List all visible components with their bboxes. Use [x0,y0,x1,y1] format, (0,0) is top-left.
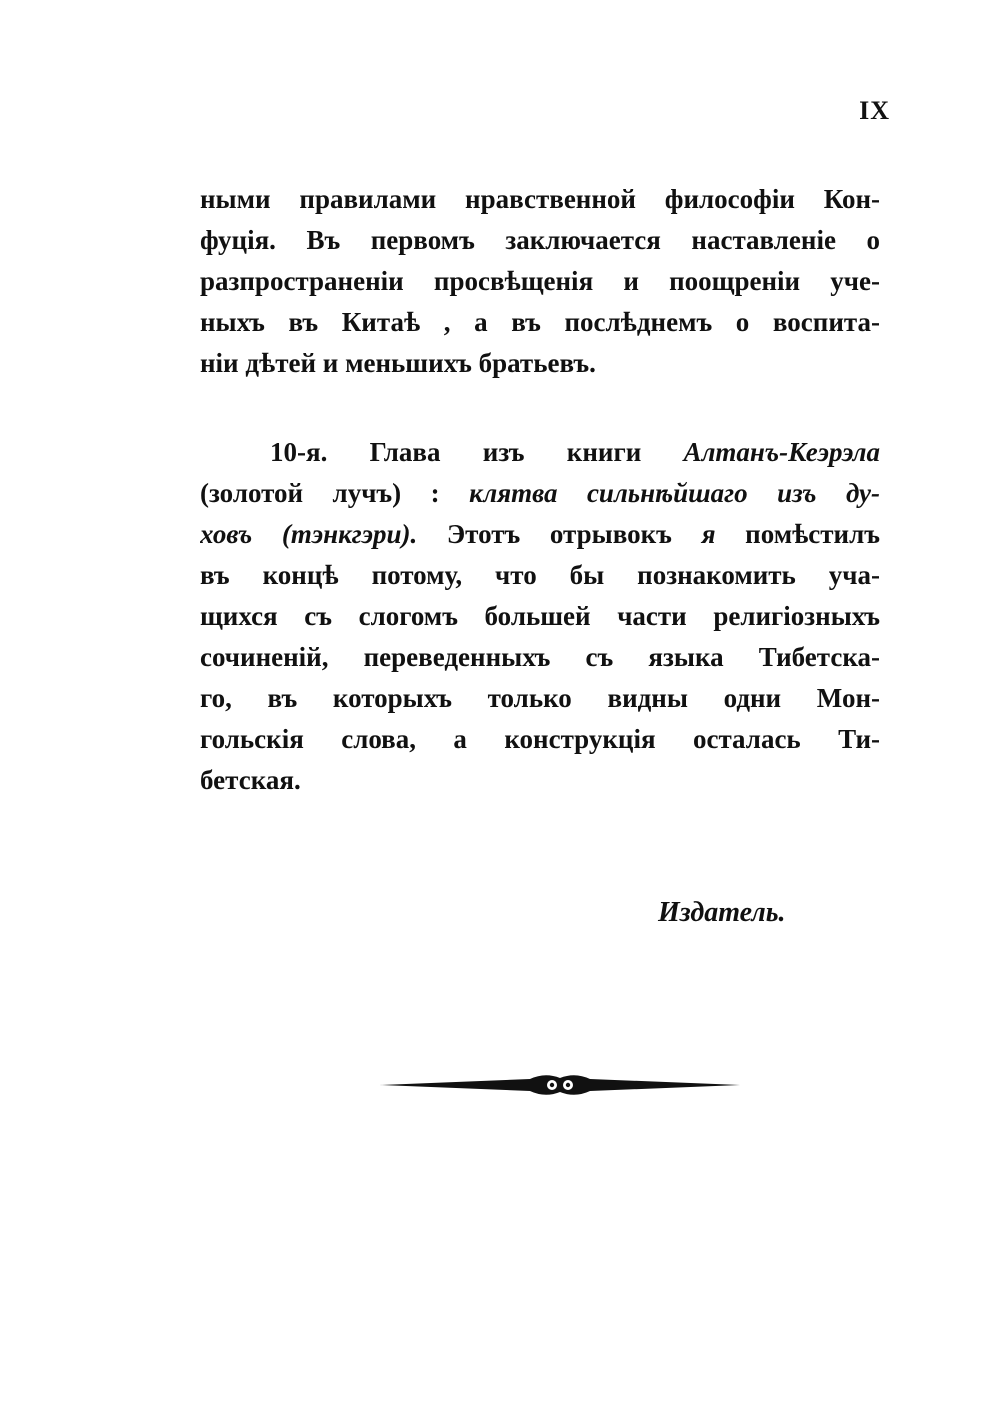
text-line: ныхъ въ Китаѣ , а въ послѣднемъ о воспита- [200,307,880,337]
text-line: въ концѣ потому, что бы познакомить уча- [200,560,880,590]
text-line [200,473,880,514]
text-line: щихся съ слогомъ большей части религіозныхъ [200,601,880,631]
text-line: ніи дѣтей и меньшихъ братьевъ. [200,348,596,378]
text-line [200,432,880,473]
book-title: Алтанъ-Кеэрэла [683,437,880,467]
text-span: 10-я. Глава изъ книги [270,437,642,467]
text-line: го, въ которыхъ только видны одни Мон- [200,683,880,713]
text-line: разпространеніи просвѣщенія и поощреніи уче- [200,266,880,296]
text-line: ными правилами нравственной философіи Кон- [200,184,880,214]
text-line: бетская. [200,765,301,795]
ornament-divider-icon [380,1066,740,1106]
chapter-title: клятва сильнѣйшаго изъ ду- [469,478,880,508]
text-span: (золотой лучъ) : [200,478,440,508]
paragraph-1 [200,179,880,384]
ornament-divider [380,1066,740,1111]
text-line: гольскія слова, а конструкція осталась Ти- [200,724,880,754]
text-span: я [701,519,716,549]
text-span: помѣстилъ [745,519,880,549]
text-line: фуція. Въ первомъ заключается наставленіе о [200,225,880,255]
chapter-title-end: ховъ (тэнкгэри). [200,519,418,549]
page-number: IX [859,96,890,125]
signature: Издатель. [658,897,786,928]
text-line: сочиненій, переведенныхъ съ языка Тибетска- [200,642,880,672]
paragraph-2 [200,432,880,801]
text-span: Этотъ отрывокъ [446,519,672,549]
text-line [200,514,880,555]
